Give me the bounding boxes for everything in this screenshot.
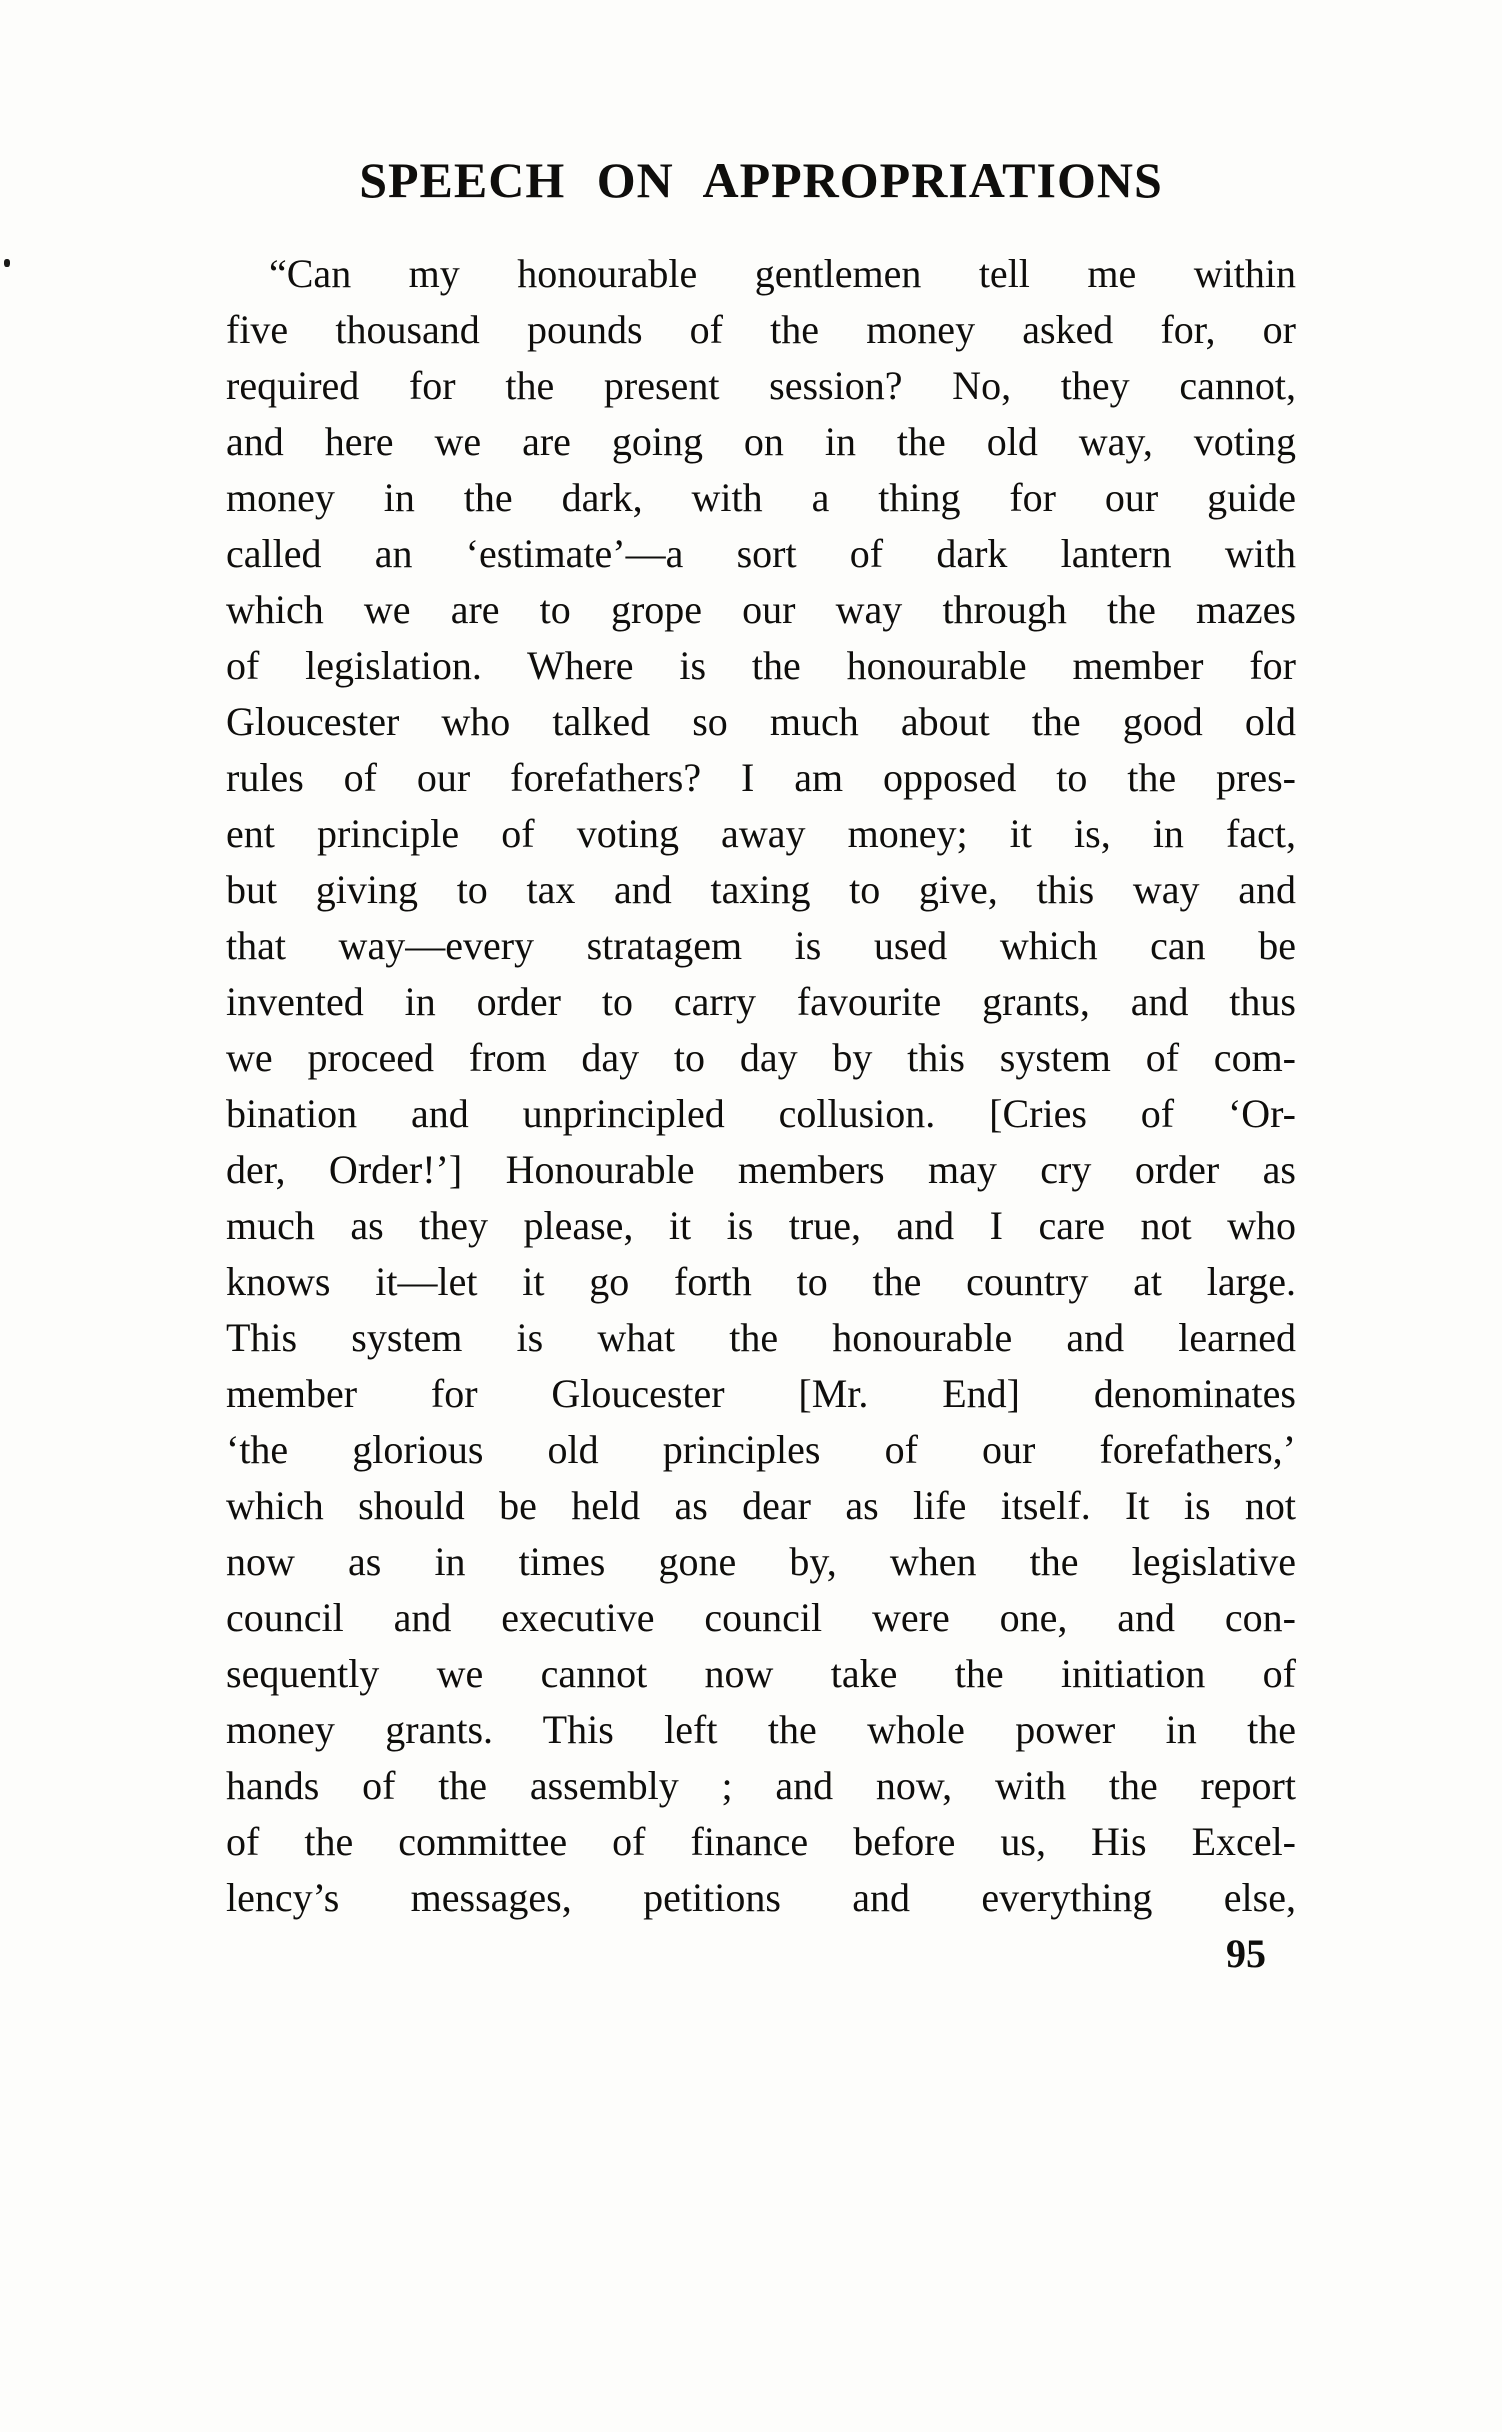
text-line: and here we are going on in the old way, voting: [226, 419, 1296, 464]
text-line: council and executive council were one, and con-: [226, 1595, 1296, 1640]
ink-speck: [4, 259, 10, 267]
text-line: of legislation. Where is the honourable member for: [226, 643, 1296, 688]
text-line: of the committee of finance before us, His Excel-: [226, 1819, 1296, 1864]
text-line: required for the present session? No, they cannot,: [226, 363, 1296, 408]
text-line: that way—every stratagem is used which can be: [226, 923, 1296, 968]
text-line: we proceed from day to day by this system of com-: [226, 1035, 1296, 1080]
text-line: knows it—let it go forth to the country at large.: [226, 1259, 1296, 1304]
text-line: ‘the glorious old principles of our forefathers,’: [226, 1427, 1296, 1472]
text-line: ent principle of voting away money; it is, in fact,: [226, 811, 1296, 856]
text-line: sequently we cannot now take the initiation of: [226, 1651, 1296, 1696]
speech-paragraph: [226, 246, 1296, 1926]
text-line: rules of our forefathers? I am opposed to the pres-: [226, 755, 1296, 800]
text-line: Gloucester who talked so much about the good old: [226, 699, 1296, 744]
text-line: now as in times gone by, when the legislative: [226, 1539, 1296, 1584]
text-line: money in the dark, with a thing for our guide: [226, 475, 1296, 520]
text-line: lency’s messages, petitions and everything else,: [226, 1875, 1296, 1920]
text-line: bination and unprincipled collusion. [Cries of ‘Or-: [226, 1091, 1296, 1136]
text-line: called an ‘estimate’—a sort of dark lantern with: [226, 531, 1296, 576]
text-line: which should be held as dear as life itself. It is not: [226, 1483, 1296, 1528]
text-line: der, Order!’] Honourable members may cry order as: [226, 1147, 1296, 1192]
text-line: member for Gloucester [Mr. End] denominates: [226, 1371, 1296, 1416]
text-block: [226, 150, 1296, 1982]
text-line: but giving to tax and taxing to give, this way and: [226, 867, 1296, 912]
text-line: “Can my honourable gentlemen tell me within: [269, 251, 1296, 296]
text-line: much as they please, it is true, and I care not who: [226, 1203, 1296, 1248]
text-line: This system is what the honourable and learned: [226, 1315, 1296, 1360]
text-line: invented in order to carry favourite grants, and thus: [226, 979, 1296, 1024]
text-line: five thousand pounds of the money asked for, or: [226, 307, 1296, 352]
text-line: which we are to grope our way through the mazes: [226, 587, 1296, 632]
text-line: money grants. This left the whole power in the: [226, 1707, 1296, 1752]
page-number: 95: [1226, 1931, 1266, 1976]
text-line: hands of the assembly ; and now, with the report: [226, 1763, 1296, 1808]
page-title: SPEECH ON APPROPRIATIONS: [359, 152, 1163, 208]
